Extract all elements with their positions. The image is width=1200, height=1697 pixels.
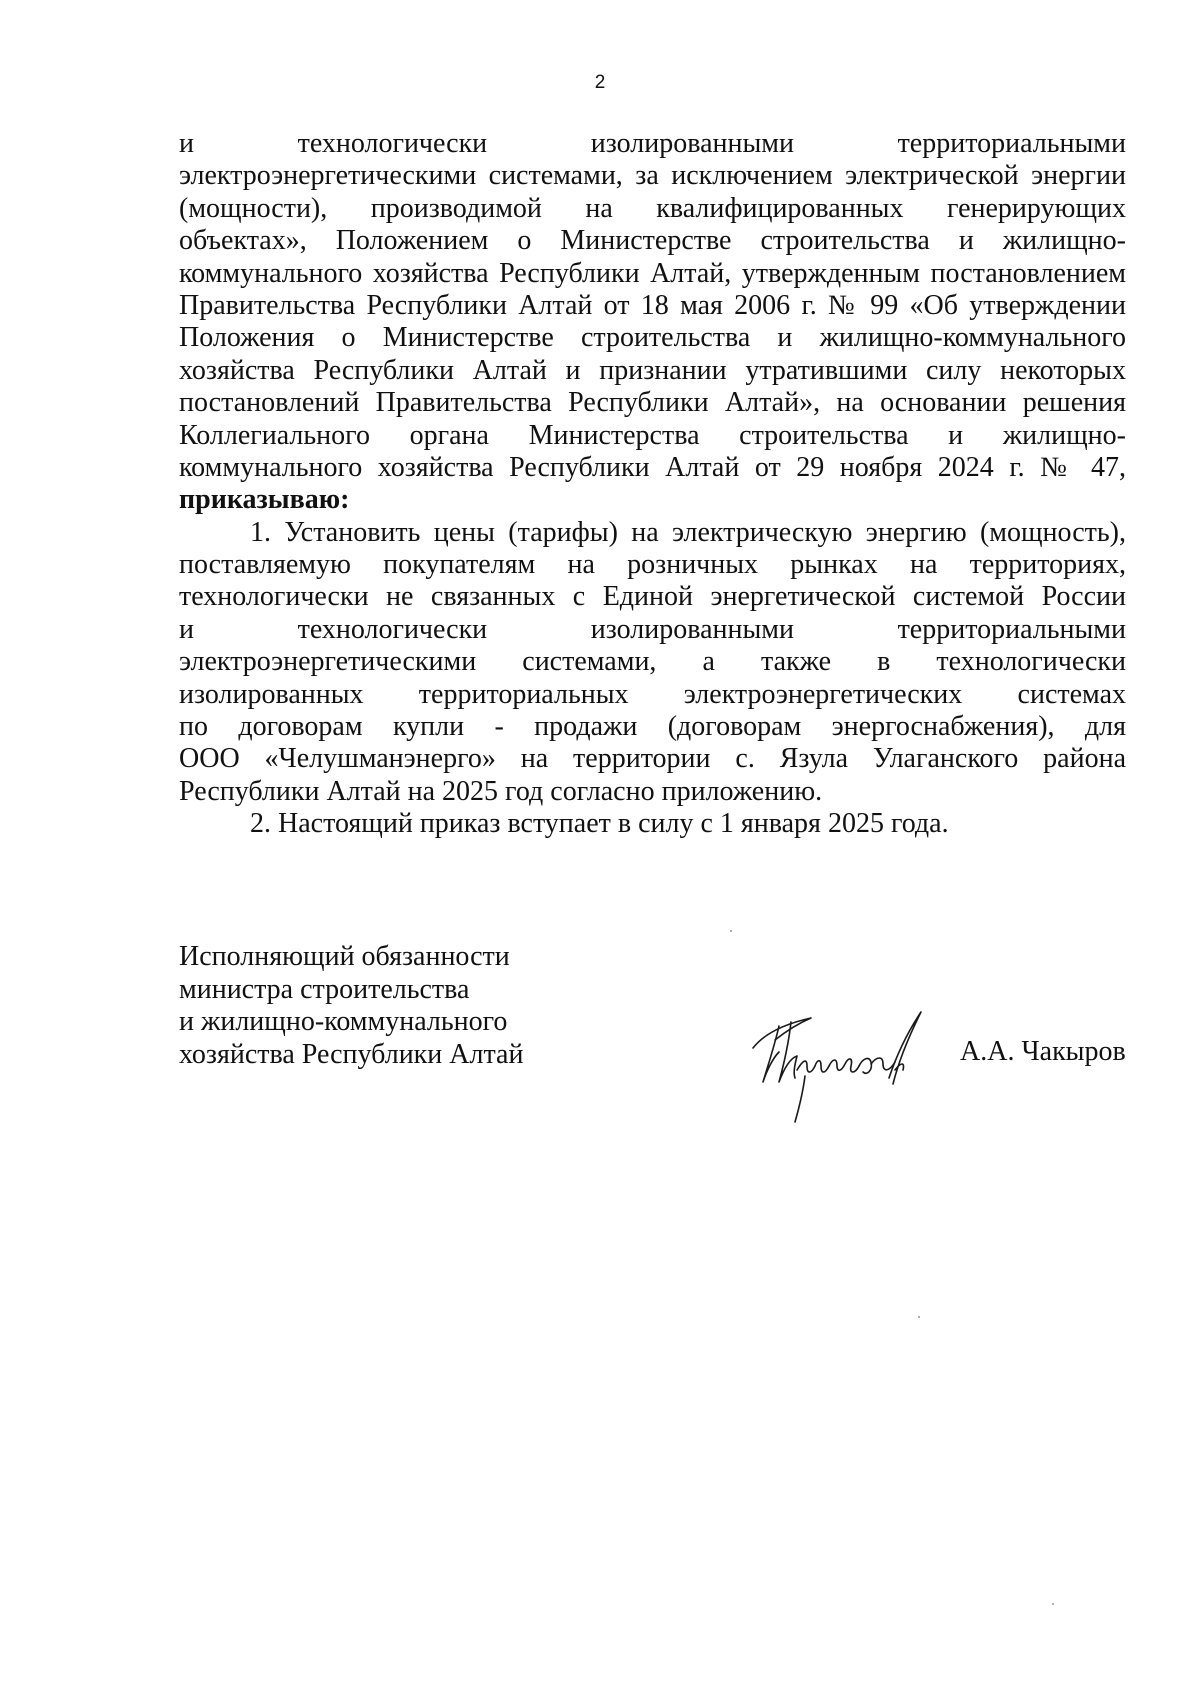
intro-line-11: коммунального хозяйства Республики Алтай от 29 ноября 2024 г. № 47, — [179, 451, 1126, 483]
intro-line-1: и технологически изолированными территориальными — [179, 128, 1126, 159]
item-1-line-1: 1. Установить цены (тарифы) на электрическую энергию (мощность), — [250, 516, 1126, 548]
scan-speck — [1052, 1603, 1054, 1605]
intro-line-8: хозяйства Республики Алтай и признании утратившими силу некоторых — [179, 354, 1126, 386]
signatory-line-4: хозяйства Республики Алтай — [179, 1038, 524, 1070]
scan-speck — [730, 930, 732, 932]
signatory-line-1: Исполняющий обязанности — [179, 941, 510, 972]
document-body — [179, 128, 1126, 841]
signatory-line-2: министра строительства — [179, 973, 470, 1005]
order-word: приказываю: — [179, 484, 350, 516]
item-1-line-4: и технологически изолированными территориальными — [179, 613, 1126, 645]
page-number: 2 — [594, 72, 606, 93]
scan-speck — [918, 1316, 920, 1318]
intro-line-2: электроэнергетическими системами, за исключением электрической энергии — [179, 160, 1126, 192]
item-1-line-2: поставляемую покупателям на розничных рынках на территориях, — [179, 549, 1126, 581]
handwritten-signature — [745, 1000, 955, 1125]
item-1-line-7: по договорам купли - продажи (договорам энергоснабжения), для — [179, 711, 1126, 743]
item-1-line-6: изолированных территориальных электроэнергетических системах — [179, 678, 1126, 710]
intro-line-3: (мощности), производимой на квалифицированных генерирующих — [179, 192, 1126, 224]
intro-line-9: постановлений Правительства Республики Алтай», на основании решения — [179, 387, 1126, 419]
intro-line-4: объектах», Положением о Министерстве строительства и жилищно- — [179, 225, 1126, 257]
item-2: 2. Настоящий приказ вступает в силу с 1 января 2025 года. — [250, 808, 949, 840]
item-1-line-8: ООО «Челушманэнерго» на территории с. Язула Улаганского района — [179, 743, 1126, 775]
intro-line-6: Правительства Республики Алтай от 18 мая 2006 г. № 99 «Об утверждении — [179, 289, 1126, 321]
signatory-line-3: и жилищно-коммунального — [179, 1006, 508, 1037]
item-1-line-3: технологически не связанных с Единой энергетической системой России — [179, 581, 1126, 613]
intro-line-10: Коллегиального органа Министерства строительства и жилищно- — [179, 419, 1126, 451]
signatory-position — [179, 941, 523, 1071]
item-1-line-9: Республики Алтай на 2025 год согласно приложению. — [179, 775, 823, 807]
item-1-line-5: электроэнергетическими системами, а также в технологически — [179, 646, 1126, 678]
intro-line-7: Положения о Министерстве строительства и жилищно-коммунального — [179, 322, 1126, 354]
intro-line-5: коммунального хозяйства Республики Алтай, утвержденным постановлением — [179, 257, 1126, 289]
signer-name: А.А. Чакыров — [960, 1036, 1126, 1067]
